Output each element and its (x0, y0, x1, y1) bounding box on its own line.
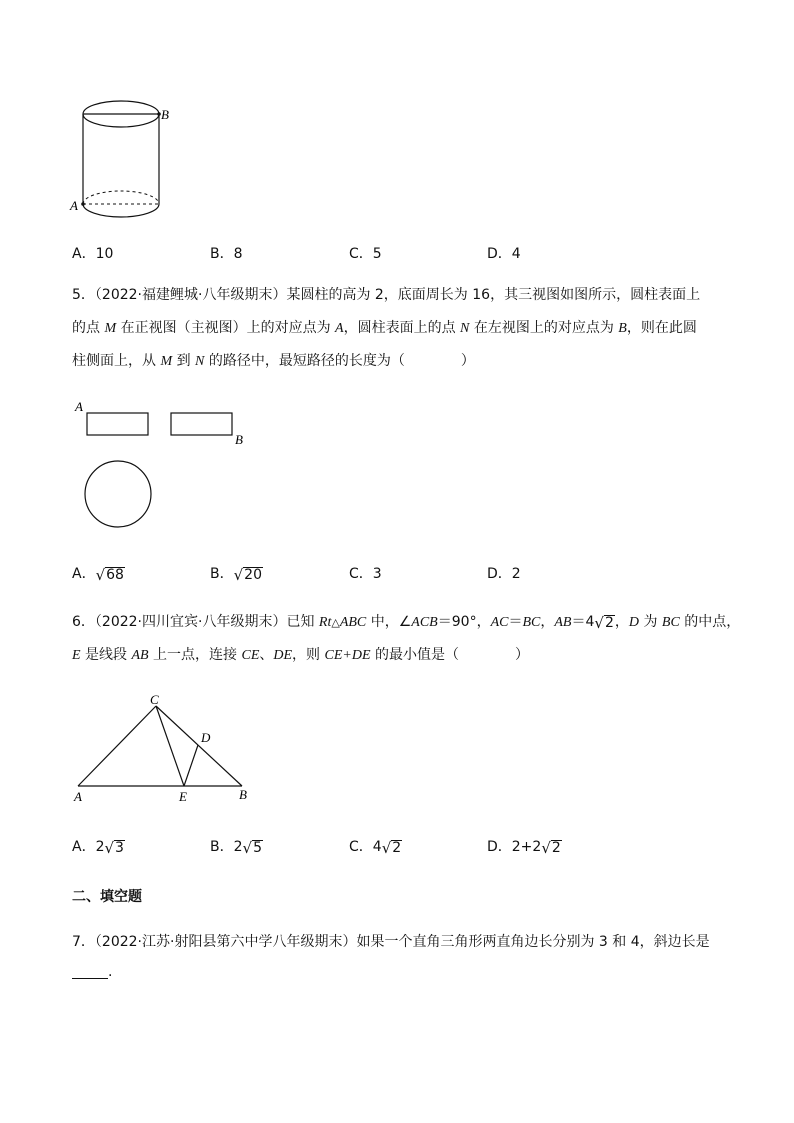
q5-option-c[interactable]: C．3 (349, 566, 382, 582)
q6-text-part: 为 (639, 614, 662, 630)
q6-text-part: ＝ (508, 614, 523, 630)
q6-text-part: 的最小值是（ (370, 647, 459, 663)
var-ce-plus-de: CE+DE (324, 648, 371, 663)
triangle-label-e: E (179, 789, 187, 804)
q5-number: 5． (72, 287, 95, 303)
q5-line1: 某圆柱的高为 2，底面周长为 16，其三视图如图所示，圆柱表面上 (286, 287, 701, 303)
q6-text-part: 上一点，连接 (148, 647, 242, 663)
three-views-figure (70, 398, 260, 533)
q6-text-part: ， (540, 614, 555, 630)
q6-text-part: ） (514, 647, 529, 663)
q7-number: 7． (72, 934, 95, 950)
triangle-label-d: D (201, 730, 211, 745)
radicand: 2 (392, 840, 402, 856)
var-ce: CE (241, 648, 260, 663)
q5-text-part: ，则在此圆 (626, 320, 697, 336)
q5-text-part: 的点 (72, 320, 105, 336)
q5-source: （2022·福建鲤城·八年级期末） (94, 287, 287, 303)
q5-option-a[interactable] (72, 563, 125, 583)
var-de: DE (273, 648, 293, 663)
triangle-label-a: A (74, 789, 82, 804)
q6-number: 6． (72, 614, 95, 630)
question-5-text (72, 279, 732, 378)
q5-text-part: ，圆柱表面上的点 (343, 320, 461, 336)
views-label-b: B (235, 432, 243, 447)
q5-text-part: 的路径中，最短路径的长度为（ (204, 353, 405, 369)
radicand: 68 (106, 567, 124, 583)
triangle-figure (70, 690, 270, 805)
option-prefix: C．4 (349, 839, 382, 855)
var-a: A (335, 321, 344, 336)
triangle-symbol: △ (331, 616, 340, 629)
var-b: B (618, 321, 627, 336)
cylinder-label-a: A (70, 198, 78, 213)
q5-text-part: 在左视图上的对应点为 (469, 320, 619, 336)
var-bc: BC (522, 615, 541, 630)
q6-text-part: 的中点， (679, 614, 741, 630)
section-heading-fill-in: 二、填空题 (72, 889, 142, 905)
option-prefix: A． (72, 566, 96, 582)
sqrt-symbol: √ 2 (541, 839, 561, 857)
option-prefix: D．2+2 (487, 839, 542, 855)
var-abc: ABC (339, 615, 367, 630)
sqrt-symbol: √ 20 (233, 566, 262, 584)
q6-option-b[interactable] (210, 836, 263, 856)
var-bc: BC (661, 615, 680, 630)
sqrt-symbol: √ 68 (95, 566, 124, 584)
radicand: 2 (551, 840, 561, 856)
var-m: M (160, 354, 173, 369)
q6-text-part: 、 (259, 647, 274, 663)
var-e: E (72, 648, 81, 663)
q6-text-part: 中，∠ (366, 614, 412, 630)
q5-text-part: 在正视图（主视图）上的对应点为 (116, 320, 336, 336)
radicand: 20 (244, 567, 262, 583)
sqrt-symbol: √ 5 (242, 839, 262, 857)
option-prefix: B．2 (210, 839, 243, 855)
var-m: M (104, 321, 117, 336)
q7-source: （2022·江苏·射阳县第六中学八年级期末） (94, 934, 357, 950)
q6-source: （2022·四川宜宾·八年级期末） (94, 614, 287, 630)
q5-option-d[interactable]: D．2 (487, 566, 521, 582)
radicand: 3 (115, 840, 124, 856)
answer-blank[interactable] (72, 962, 108, 979)
cylinder-label-b: B (161, 107, 169, 122)
radicand: 5 (253, 840, 262, 856)
triangle-label-b: B (239, 787, 247, 802)
var-n: N (195, 354, 205, 369)
q6-option-c[interactable] (349, 836, 402, 856)
q6-option-a[interactable] (72, 836, 125, 856)
var-acb: ACB (411, 615, 438, 630)
var-ab: AB (554, 615, 572, 630)
question-6-text (72, 606, 741, 672)
q5-text-part: 柱侧面上，从 (72, 353, 161, 369)
var-n: N (460, 321, 470, 336)
q5-text-part: 到 (172, 353, 196, 369)
var-rt: Rt (318, 615, 332, 630)
option-prefix: A．2 (72, 839, 105, 855)
sqrt-symbol: √ 2 (381, 839, 402, 857)
q6-text-part: 已知 (286, 614, 319, 630)
sqrt-symbol: √ 2 (594, 614, 614, 632)
q4-option-d[interactable]: D．4 (487, 246, 521, 262)
var-ac: AC (490, 615, 509, 630)
q6-text-part: 是线段 (80, 647, 132, 663)
triangle-label-c: C (150, 692, 159, 707)
option-prefix: B． (210, 566, 234, 582)
q6-text-part: ＝90°， (437, 614, 491, 630)
q4-option-b[interactable]: B．8 (210, 246, 243, 262)
sqrt-symbol: √ 3 (104, 839, 124, 857)
var-ab: AB (131, 648, 149, 663)
q5-text-part: ） (460, 353, 475, 369)
var-d: D (628, 615, 639, 630)
q6-text-part: ， (614, 614, 629, 630)
q6-text-part: ＝4 (571, 614, 595, 630)
q4-option-c[interactable]: C．5 (349, 246, 382, 262)
question-7-text (72, 926, 732, 985)
q6-text-part: ，则 (292, 647, 325, 663)
q7-body: 如果一个直角三角形两直角边长分别为 3 和 4，斜边长是 (356, 934, 710, 950)
views-label-a: A (75, 399, 83, 414)
q6-option-d[interactable] (487, 836, 562, 856)
q4-option-a[interactable]: A．10 (72, 246, 114, 262)
q7-end: . (108, 964, 113, 980)
q5-option-b[interactable] (210, 563, 263, 583)
radicand: 2 (604, 615, 614, 631)
cylinder-figure (60, 90, 190, 220)
